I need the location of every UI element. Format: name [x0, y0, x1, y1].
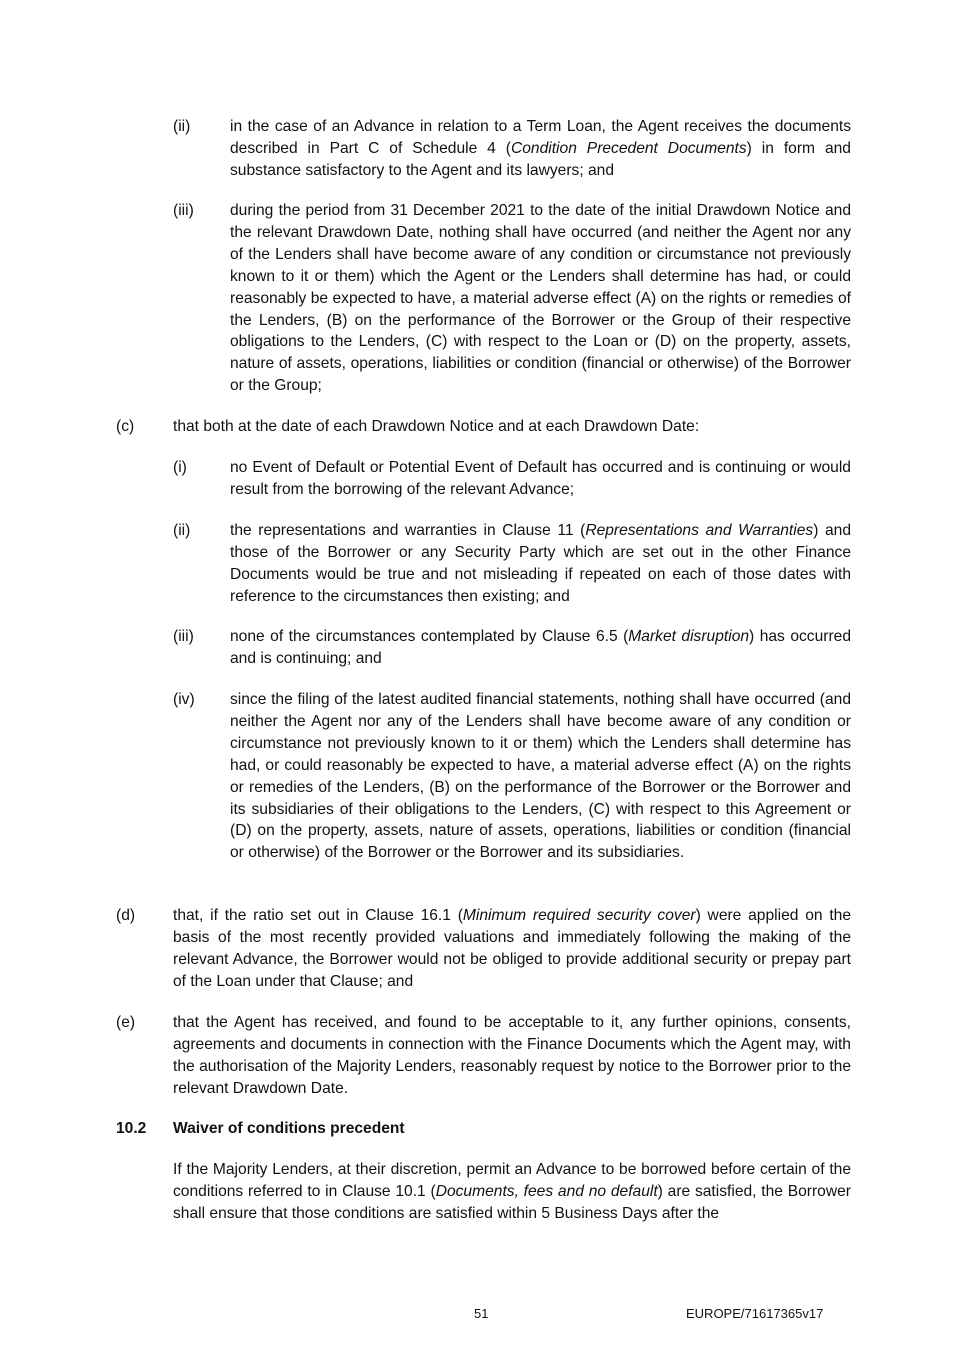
- page-number: 51: [474, 1306, 489, 1321]
- defined-term: Minimum required security cover: [462, 907, 696, 924]
- defined-term: Condition Precedent Documents: [510, 139, 747, 157]
- document-reference: EUROPE/71617365v17: [686, 1306, 824, 1321]
- clause-label: (e): [116, 1014, 136, 1031]
- clause-text: since the filing of the latest audited financial statements, nothing shall have occurred (and neither the Agent nor any of the Lenders shall have become aware of any condition or circumstance not previously known to it or them) which the Lenders shall determine has had, or could reasonably be expected to have, a material adverse effect (A) on the rights or remedies of the Lenders, (B) on the performance of the Borrower or the Borrower and its subsidiaries of their obligations to the Lenders, (C) with respect to this Agreement or (D) on the property, assets, nature of assets, operations, liabilities or condition (financial or otherwise) of the Borrower or the Borrower and its subsidiaries.: [230, 691, 851, 862]
- clause-text: no Event of Default or Potential Event of Default has occurred and is continuing or would result from the borrowing of the relevant Advance;: [230, 459, 851, 498]
- clause-text: the representations and warranties in Clause 11 (Representations and Warranties) and those of the Borrower or any Security Party which are set out in the other Finance Documents would be true and not misleading if repeated on each of those dates with reference to the circumstances then existing; and: [230, 522, 852, 605]
- clause-text: during the period from 31 December 2021 to the date of the initial Drawdown Notice and the relevant Drawdown Date, nothing shall have occurred (and neither the Agent nor any of the Lenders shall have become aware of any condition or circumstance not previously known to it or them) which the Agent or the Lenders shall determine has had, or could reasonably be expected to have, a material adverse effect (A) on the rights or remedies of the Lenders, (B) on the performance of the Borrower or the Group of their respective obligations to the Lenders, (C) with respect to the Loan or (D) on the property, assets, nature of assets, operations, liabilities or condition (financial or otherwise) of the Borrower or the Group;: [230, 202, 851, 395]
- section-heading: [116, 1118, 851, 1140]
- clause-label: (ii): [173, 522, 191, 539]
- clause-b-ii: [173, 116, 851, 182]
- clause-label: (ii): [173, 118, 191, 135]
- section-number: 10.2: [116, 1120, 147, 1137]
- clause-d: [116, 905, 851, 993]
- clause-label: (iii): [173, 628, 194, 645]
- clause-label: (c): [116, 418, 135, 435]
- clause-text: that the Agent has received, and found to be acceptable to it, any further opinions, consents, agreements and documents in connection with the Finance Documents which the Agent may, with the authorisation of the Majority Lenders, reasonably request by notice to the Borrower prior to the relevant Drawdown Date.: [173, 1014, 851, 1097]
- clause-c-iii: [173, 626, 851, 670]
- clause-label: (i): [173, 459, 187, 476]
- clause-text: in the case of an Advance in relation to a Term Loan, the Agent receives the documents described in Part C of Schedule 4 (Condition Precedent Documents) in form and substance satisfactory to the Agent and its lawyers; and: [230, 118, 851, 179]
- clause-e: [116, 1012, 851, 1100]
- clause-c: [116, 416, 851, 438]
- clause-b-iii: [173, 200, 851, 397]
- clause-label: (iv): [173, 691, 195, 708]
- defined-term: Representations and Warranties: [585, 522, 814, 539]
- section-title: Waiver of conditions precedent: [173, 1120, 405, 1137]
- clause-text: none of the circumstances contemplated by Clause 6.5 (Market disruption) has occurred and is continuing; and: [230, 628, 851, 667]
- defined-term: Documents, fees and no default: [435, 1182, 658, 1200]
- clause-c-ii: [173, 520, 851, 608]
- clause-c-i: [173, 457, 851, 501]
- defined-term: Market disruption: [628, 628, 750, 645]
- clause-label: (iii): [173, 202, 194, 219]
- clause-c-iv: [173, 689, 851, 864]
- clause-text: that both at the date of each Drawdown Notice and at each Drawdown Date:: [173, 418, 700, 435]
- clause-text: that, if the ratio set out in Clause 16.1 (Minimum required security cover) were applied on the basis of the most recently provided valuations and immediately following the making of the relevant Advance, the Borrower would not be obliged to provide additional security or prepay part of the Loan under that Clause; and: [173, 907, 852, 990]
- section-body: If the Majority Lenders, at their discretion, permit an Advance to be borrowed before certain of the conditions referred to in Clause 10.1 (Documents, fees and no default) are satisfied, the Borrower shall ensure that those conditions are satisfied within 5 Business Days after the: [173, 1161, 851, 1222]
- clause-label: (d): [116, 907, 136, 924]
